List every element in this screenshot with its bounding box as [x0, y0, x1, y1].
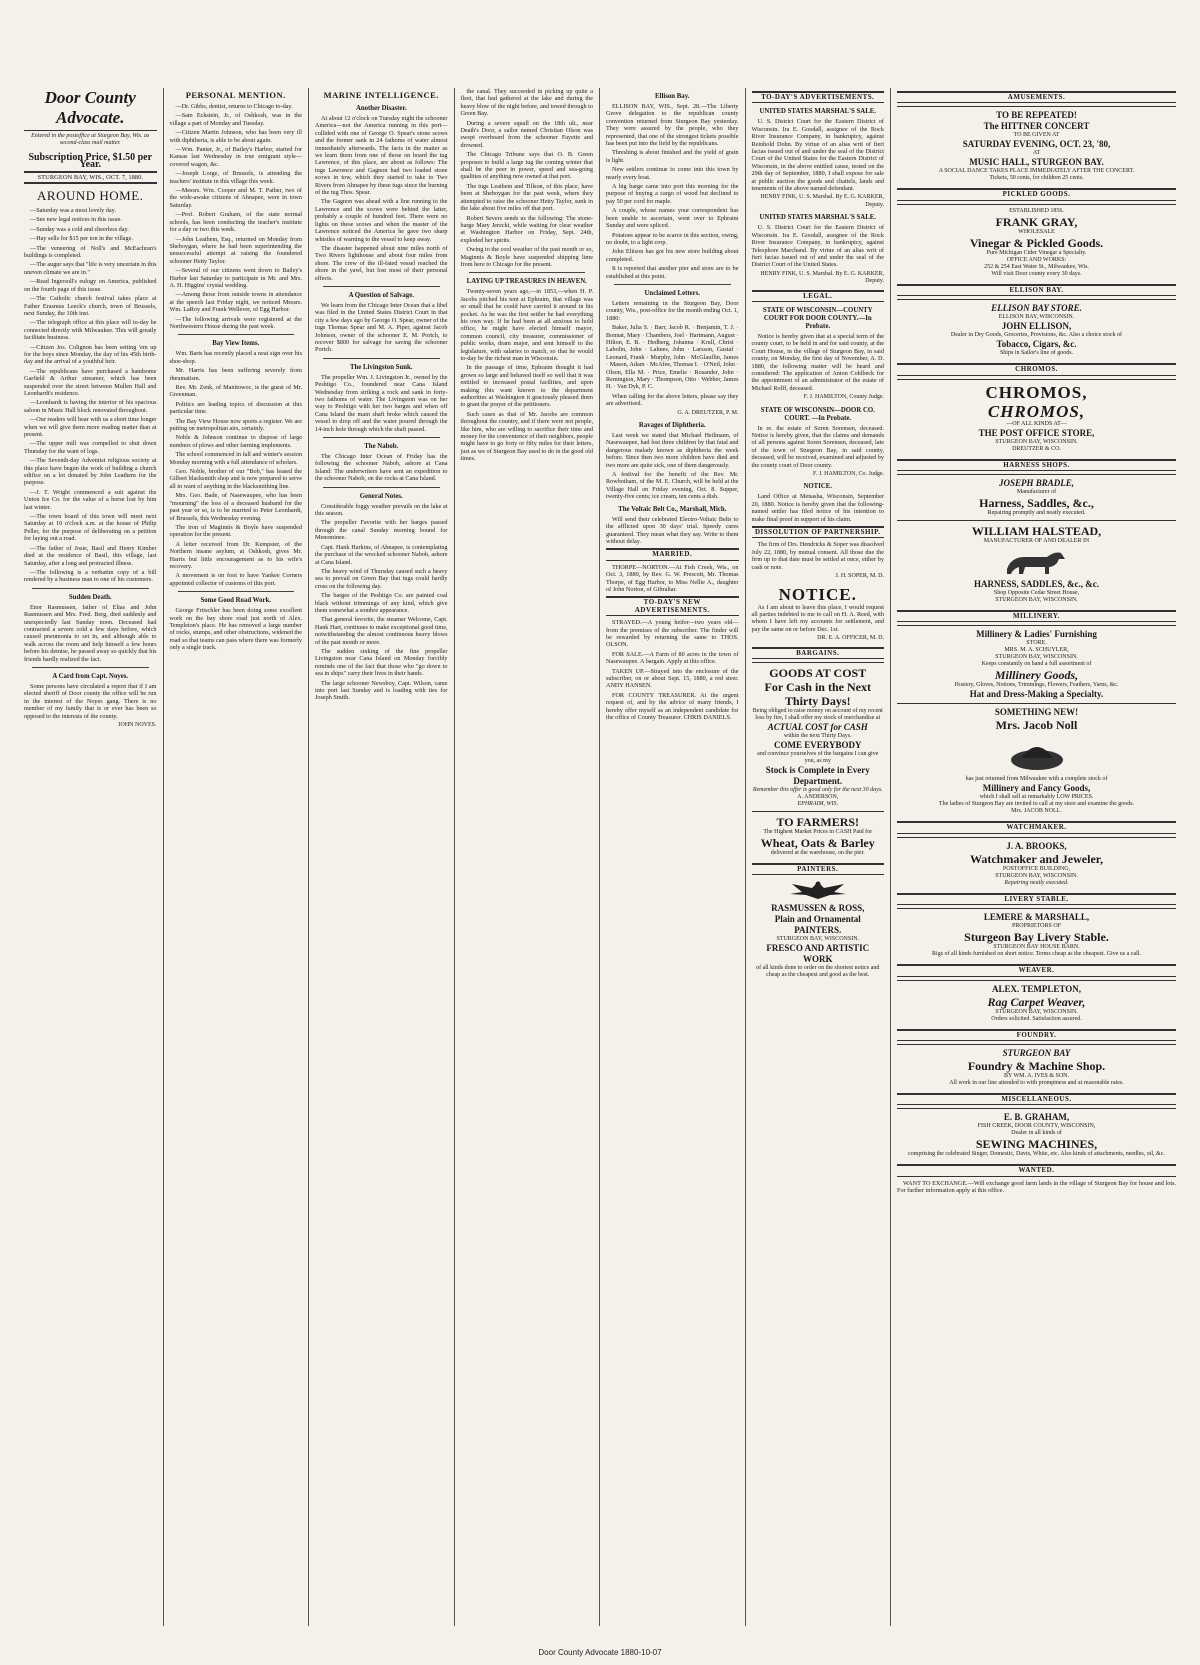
harness-saddles: Harness, Saddles, &c.,	[979, 496, 1094, 511]
ellison-item: Threshing is about finished and the yield of grain is light.	[606, 149, 739, 164]
wholesale: WHOLESALE	[1018, 228, 1055, 235]
heading-ellison-bay: Ellison Bay.	[655, 93, 690, 100]
heading-legal: LEGAL.	[752, 290, 885, 302]
tobacco-cigars: Tobacco, Cigars, &c.	[996, 339, 1077, 350]
foundry-sturgeon-bay: STURGEON BAY	[1002, 1048, 1071, 1059]
heading-general-notes: General Notes.	[359, 492, 403, 500]
personal-item: —Sam Eckstein, Jr., of Oshkosh, was in the village a part of Monday and Tuesday.	[169, 112, 302, 127]
noll-ad	[897, 703, 1176, 818]
millinery-furnishing: Millinery & Ladies' Furnishing	[976, 629, 1097, 640]
bay-view-item: The iron of Maginnis & Boyle have suspended operation for the present.	[169, 523, 302, 539]
mrs-jacob-noll: Mrs. Jacob Noll	[995, 718, 1078, 733]
actual-cost: ACTUAL COST for CASH	[767, 721, 868, 732]
alex-templeton: ALEX. TEMPLETON,	[992, 983, 1081, 994]
painters-place: STURGEON BAY, WISCONSIN.	[776, 936, 860, 943]
graham-ad	[897, 1108, 1176, 1161]
dateline: STURGEON BAY, WIS., OCT. 7, 1880.	[24, 171, 157, 184]
heading-millinery: MILLINERY.	[897, 610, 1176, 622]
bay-view-item: Noble & Johnson continue to dispose of large numbers of plows and other farming implements.	[169, 434, 302, 449]
to-be-given: TO BE GIVEN AT	[1013, 132, 1060, 139]
bradle-ad	[897, 474, 1176, 520]
marine-continued: The tugs Leathem and Tillson, of this place, have been at Sheboygan for the past week, where they attempted to raise the schooner Hetty Taylor, sunk in the lake about five miles off that port.	[460, 182, 593, 213]
card-signature: JOHN NOYES.	[118, 722, 157, 728]
ja-brooks: J. A. BROOKS,	[1006, 840, 1067, 851]
heading-dissolution: DISSOLUTION OF PARTNERSHIP.	[752, 526, 885, 538]
bay-view-item: Rev. Mr. Zenk, of Manitowoc, is the guest of Mr. Greenman.	[169, 384, 302, 399]
goods-at-cost: GOODS AT COST	[769, 665, 867, 680]
column-6	[746, 88, 892, 1626]
post-office-place: STURGEON BAY, WISCONSIN.	[995, 438, 1078, 445]
eagle-icon	[788, 878, 848, 900]
heading-pickled-goods: PICKLED GOODS.	[897, 188, 1176, 200]
news-item: —Citizen Jos. Colignon has been setting 'em up for the boys since Monday, the day of his 45th birth-day and the arrival of a youthful heir.	[24, 343, 157, 366]
ellison-store: ELLISON BAY STORE.	[991, 303, 1082, 314]
brooks-ad	[897, 837, 1176, 890]
ladies-invited: The ladies of Sturgeon Bay are invited to call at my store and examine the goods.	[938, 801, 1135, 808]
frank-gray: FRANK GRAY,	[995, 214, 1078, 229]
sewing-machines: SEWING MACHINES,	[975, 1137, 1098, 1152]
heading-marshal-sale-2: UNITED STATES MARSHAL'S SALE.	[759, 214, 876, 222]
anderson-ad	[752, 662, 885, 811]
bay-view-item: Mrs. Geo. Bade, of Nasewaupee, who has been "mourning" the loss of a deceased husband for the past year or so, is to be married to Peter Leonhardt, of Brussels, this Wednesday evening.	[169, 492, 302, 522]
brooks-place: STURGEON BAY, WISCONSIN.	[995, 872, 1078, 879]
divider	[323, 358, 440, 359]
bay-view-item: A letter received from Dr. Kempster, of the Northern insane asylum, at Oshkosh, gives Mr. Harris but little encouragement as to his wife's recovery.	[169, 540, 302, 570]
dissolution-signature: J. H. SOPER, M. D.	[835, 573, 884, 580]
treasures-paragraph: Twenty-seven years ago,—in 1853,—when H. P. Jacobs pitched his tent at Ephraim, that village was so small that he could have carried it around in his pocket. As he was the first settler he had everything his own way. If he had been at all anxious to hold office, he might have elected himself mayor, common council, city treasurer, commissioner of public works, dram major, and sent himself to the legislature, with salaries to match, so that he would to-day be the richest man in Wisconsin.	[460, 288, 593, 362]
notice-land-text: Land Office at Menasha, Wisconsin, September 20, 1880. Notice is hereby given that the following-named settler has filed notice of his intention to make final proof in support of his claim.	[751, 493, 884, 523]
store-label: STORE.	[1026, 640, 1047, 647]
news-item: —Read Ingersoll's eulogy on America, published on the fourth page of this issue.	[24, 278, 157, 293]
hat-dress: Hat and Dress-Making a Specialty.	[969, 689, 1104, 700]
farmers-ad	[752, 811, 885, 860]
general-note: The propeller Favorite with her barges passed through the canal Sunday morning bound for Menominee.	[315, 519, 448, 542]
heading-miscellaneous: MISCELLANEOUS.	[897, 1093, 1176, 1105]
personal-item: —The following arrivals were registered at the Northwestern House during the past week.	[169, 315, 302, 330]
cedar-street: Shop Opposite Cedar Street House,	[993, 590, 1080, 597]
heading-good-road: Some Good Road Work.	[200, 597, 271, 605]
ellison-store-ad	[897, 299, 1176, 360]
divider	[614, 284, 731, 285]
heading-card-noyes: A Card from Capt. Noyes.	[52, 672, 129, 680]
ellison-item: New settlers continue to come into this town by nearly every boat.	[606, 166, 739, 181]
heading-diphtheria: Ravages of Diphtheria.	[638, 422, 706, 430]
news-item: —J. T. Wright commenced a suit against the Union Ice Co. for the value of a horse lost by him last winter.	[24, 488, 157, 511]
heading-marshal-sale-1: UNITED STATES MARSHAL'S SALE.	[759, 108, 876, 116]
heading-probate-1: STATE OF WISCONSIN—COUNTY COURT FOR DOOR COUNTY.—In Probate.	[762, 306, 873, 330]
william-halstead: WILLIAM HALSTEAD,	[971, 524, 1102, 539]
fish-creek: FISH CREEK, DOOR COUNTY, WISCONSIN,	[977, 1123, 1096, 1130]
horse-icon	[997, 547, 1077, 577]
vinegar-pickled: Vinegar & Pickled Goods.	[969, 235, 1104, 250]
halstead-ad	[897, 520, 1176, 607]
heading-voltaic-belt: The Voltaic Belt Co., Marshall, Mich.	[618, 505, 727, 513]
heading-livingston: The Livingston Sunk.	[349, 363, 413, 371]
heading-watchmaker: WATCHMAKER.	[897, 821, 1176, 833]
divider	[323, 286, 440, 287]
repairing-neatly: Repairing neatly executed.	[1004, 879, 1069, 886]
classified-ad: STRAYED.—A young heifer—two years old—from the premises of the subscriber. The finder will be rewarded by returning the same to THOS. OLSON.	[606, 619, 739, 649]
news-item: —Leonhardt is having the interior of his spacious saloon in Music Hall block renovated throughout.	[24, 399, 157, 414]
personal-item: —Messrs. Wm. Cooper and M. T. Pather, two of the wide-awake citizens of Ahnapee, were in town Saturday.	[169, 187, 302, 209]
column-3	[309, 88, 455, 1626]
column-1	[18, 88, 164, 1626]
classified-ad: FOR COUNTY TREASURER. At the urgent request of, and by the advice of many friends, I hereby offer myself as an independent candidate for the office of County Treasurer. CHRIS DANIELS.	[606, 691, 739, 722]
bay-view-item: Wm. Barts has recently placed a neat sign over his shoe-shop.	[169, 350, 302, 365]
rigs-text: Rigs of all kinds furnished on short notice. Terms cheap as the cheapest. Give us a call.	[932, 951, 1141, 958]
schuyler-name: MRS. M. A. SCHUYLER,	[1004, 647, 1069, 654]
low-prices: which I shall sell at remarkably LOW PRICES.	[979, 794, 1094, 801]
ives-son: BY WM. A. IVES & SON.	[1003, 1073, 1069, 1080]
personal-item: —Several of our citizens went down to Bailey's Harbor last Saturday to participate in Mr. and Mrs. A. H. Higgins' crystal wedding.	[169, 267, 302, 289]
marine-continued: The Chicago Tribune says that O. B. Green proposes to build a large tug the coming winter that shall be the peer in power, speed and sea-going qualities of anything now owned at that port.	[460, 151, 593, 181]
heading-another-disaster: Another Disaster.	[355, 105, 407, 112]
letters-intro: Letters remaining in the Sturgeon Bay, Door county, Wis., post-office for the month ending Oct. 1, 1880:	[606, 299, 739, 322]
marshal-sale-1-signature: HENRY FINK, U. S. Marshal. By E. G. KARKER, Deputy.	[760, 194, 884, 208]
heading-nabob: The Nabob.	[364, 443, 399, 451]
news-item: —The Seventh-day Adventist religious society at this place have begun the work of building a church edifice on a lot donated by John Leathem for the purpose.	[24, 457, 157, 487]
rag-carpet-weaver: Rag Carpet Weaver,	[987, 994, 1086, 1009]
marshal-sale-2-text: U. S. District Court for the Eastern District of Wisconsin. Ira E. Goodall, assignee of the Rock River Insurance Company, in bankruptcy, against Telesphore Marchand. By virtue of an alias writ of fieri facias issued out of and under the seal of the District Court of the United States.	[751, 224, 884, 269]
foundry-machine-shop: Foundry & Machine Shop.	[967, 1059, 1106, 1074]
watchmaker-jeweler: Watchmaker and Jeweler,	[970, 851, 1103, 866]
noll-signature: Mrs. JACOB NOLL.	[1011, 808, 1062, 815]
personal-item: —Among those from outside towns in attendance at the speech last Friday night, we noticed Messrs. Wm. LaRoy and Frank Wellever, of Egg Harbor.	[169, 291, 302, 314]
disaster-paragraph: The disaster happened about nine miles north of Two Rivers lighthouse and about four miles from shore. The crew of the ill-fated vessel reached the shore in the yawl, but lost most of their personal effects.	[315, 244, 448, 282]
to-farmers: TO FARMERS!	[776, 814, 860, 829]
manufacturer-of: Manufacturer of	[1016, 489, 1057, 496]
eb-graham: E. B. GRAHAM,	[1003, 1112, 1070, 1123]
joseph-bradle: JOSEPH BRADLE,	[998, 478, 1074, 489]
bay-view-item: Geo. Noble, brother of our "Bob," has leased the Gilbert blacksmith shop and is now prepared to serve all in want of anything in the blacksmithing line.	[169, 468, 302, 490]
dealer-in: Dealer in all kinds of	[1011, 1130, 1062, 1137]
general-note: The sudden sinking of the fine propeller Livingston near Cana Island on Monday forcibly reminds one of the fact that those who "go down to sea in ships" carry their lives in their hands.	[315, 647, 448, 678]
sudden-death-text: Enor Rasmussen, father of Elias and John Rasmussen and Mrs. Fred. Berg, died suddenly and unexpectedly last Sunday noon. Deceased had contracted a severe cold a few days before, which caused pneumonia to set in, and although able to walk across the room and help himself a few hours before his demise, he passed away so quickly that his friends hardly realized the fact.	[24, 603, 157, 663]
within-thirty-days: within the next Thirty Days.	[783, 732, 852, 739]
disaster-paragraph: At about 12 o'clock on Tuesday night the schooner America—not the America running in this port—collided with one of George O. Spear's stone scows and the former sank in 24 fathoms of water almost immediately afterwards. The facts in the matter as we learn them from one of those on board the tug Lawrence, of this place, are about as follows: The tugs Lawrence and Gagnon had two loaded stone scows in tow, which they started to take to Two Rivers from Ahnapee by these tugs since the burning of the tug Thos. Spear.	[315, 115, 448, 197]
house-barn: STURGEON BAY HOUSE BARN.	[993, 944, 1080, 951]
heading-sudden-death: Sudden Death.	[68, 593, 112, 601]
schuyler-place: STURGEON BAY, WISCONSIN.	[995, 654, 1078, 661]
livingston-text: The propeller Wm. J. Livingston Jr., owned by the Peshtigo Co., foundered near Cana Island Wednesday from striking a rock and sank in forty-two fathoms of water. The Livingston was on her way to Peshtigo with her two barges and when off Cana Island the main shaft broke which caused the vessel to drop off and the water poured through the 14-inch hole through which the shaft passed.	[315, 373, 448, 433]
bay-view-item: A movement is on foot to have Yankee Corners appointed collector of customs of this port.	[169, 572, 302, 587]
foundry-sub: All work in our line attended to with promptness and at reasonable rates.	[949, 1080, 1124, 1087]
probate-1-signature: F. J. HAMILTON, County Judge.	[803, 394, 884, 401]
column-2	[164, 88, 310, 1626]
wanted-text: WANT TO EXCHANGE.—Will exchange good farm lands in the village of Sturgeon Bay for house and lots. For further information apply at this office.	[897, 1179, 1176, 1195]
around-home-items	[24, 207, 157, 584]
marine-continued: Owing to the cool weather of the past month or so, Maginnis & Boyle have suspended shipping lime from here to Chicago for the present.	[460, 246, 593, 268]
bay-view-item: The Bay View House now sports a register. We are putting on metropolitan airs, certainly.	[169, 417, 302, 433]
treasures-paragraph: Such cases as that of Mr. Jacobs are common throughout the country, and if there were not people, like him, who are willing to sacrifice their time and money for the convenience of their neighbors, people might have to go forty or fifty miles for their letters, just as we of Sturgeon Bay used to do in the good old times.	[460, 410, 593, 463]
gray-ad	[897, 204, 1176, 281]
heading-salvage: A Question of Salvage.	[348, 291, 414, 299]
ellison-item: ELLISON BAY, WIS., Sept. 28.—The Liberty Grove delegation to the republican county convention returned from Sturgeon Bay yesterday. They were assured by the people, who they represented, that one of the strongest tickets possible has been put into the field by the republicans.	[606, 103, 739, 148]
anderson-name: A. ANDERSON,	[797, 793, 839, 800]
ellison-item: John Eliison has got his new store building about completed.	[606, 248, 739, 263]
probate-1-text: Notice is hereby given that at a special term of the county court, to be held in and for said county, at the Court House, in the village of Sturgeon Bay, in said county, on Monday, the first day of November, A. D. 1880, the following matter will be heard and considered: The application of Anton Cohlbeck for the appointment of an administrator of the estate of Michael Rolff, deceased.	[751, 332, 884, 392]
salvage-text: We learn from the Chicago Inter Ocean that a libel was filed in the United States District Court in that city a few days ago by George O. Spear, owner of the tugs Thomas Spear and M. A. Piper, against Jacob Johnson, owner of the schooner E. M. Portch, to recover $800 for salvage for saving the schooner Portch.	[315, 301, 448, 354]
lemere-ad	[897, 908, 1176, 961]
news-item: —Sunday was a cold and cheerless day.	[30, 225, 129, 233]
ellison-item: A couple, whose names your correspondent has been unable to ascertain, went over to Ephraim Sunday and were spliced.	[606, 207, 739, 230]
news-item: —The following is a verbatim copy of a bill rendered by a business man to one of his customers.	[24, 568, 157, 584]
general-note: Capt. Hank Harkins, of Ahnapee, is contemplating the purchase of the wrecked schooner Nabob, ashore at Cana Island.	[315, 543, 448, 566]
anderson-place: EPHRAIM, WIS.	[797, 800, 838, 807]
news-item: —The telegraph office at this place will to-day be connected directly with Milwaukee. This will greatly facilitate business.	[24, 319, 157, 342]
newspaper-page	[18, 88, 1182, 1626]
tickets: Tickets, 50 cents, for children 25 cents.	[989, 175, 1084, 182]
chromos-ad	[897, 379, 1176, 456]
marshal-sale-1-text: U. S. District Court for the Eastern District of Wisconsin. Ira E. Goodall, assignee of the Rock River Insurance Company, in bankruptcy, against Reinhold Dohn. By virtue of an alias writ of fieri facias issued out of and under the seal of the District Court of the United States for the Eastern District of Wisconsin, in the above entitled cause, tested on the 29th day of September, 1880, I shall expose for sale at public auction the goods and chattels, lands and tenements of the above named defendant.	[751, 118, 884, 193]
office-works: OFFICE AND WORKS:	[1006, 256, 1067, 263]
music-hall: MUSIC HALL, STURGEON BAY.	[969, 157, 1104, 168]
lemere-marshall: LEMERE & MARSHALL,	[983, 912, 1090, 923]
heading-chromos: CHROMOS.	[897, 363, 1176, 375]
divider	[32, 588, 149, 589]
ellison-item: A big barge came into port this morning for the purpose of buying a cargo of wood but declined to pay 50 per cord for maple.	[606, 183, 739, 205]
wheat-oats-barley: Wheat, Oats & Barley	[760, 835, 875, 850]
general-note: The large schooner Newsboy, Capt. Wilson, came into port last Sunday and is loading with ties for Joseph Smith.	[315, 679, 448, 702]
sailor-goods: Ships in Sailor's line of goods.	[999, 350, 1074, 357]
marine-continued: During a severe squall on the 18th ult., near Death's Door, a sailor named Christian Olson was swept overboard from the schooner Fayette and drowned.	[460, 119, 593, 149]
gray-address: 252 & 254 East Water St., Milwaukee, Wis.	[984, 263, 1089, 270]
news-item: —The augur says that "life is very uncertain in this uneven climate we are in."	[24, 261, 157, 276]
letters-close: When calling for the above letters, please say they are advertised.	[606, 392, 739, 408]
married-text: THORPE—NORTON.—At Fish Creek, Wis., on Oct. 3, 1880, by Rev. G. W. Prescott, Mr. Thomas Thorpe, of Egg Harbor, to Miss Nellie A., daughter of John Norton, of Gibraltar.	[606, 563, 739, 593]
livery-stable: Sturgeon Bay Livery Stable.	[964, 930, 1109, 945]
entered-notice: Entered in the postoffice at Sturgeon Bay, Wis. as second-class mail matter.	[31, 133, 150, 147]
divider	[178, 334, 295, 335]
stock-complete: Stock is Complete in Every Department.	[765, 764, 870, 786]
fresco-work: FRESCO AND ARTISTIC WORK	[766, 943, 870, 965]
sewing-sub: comprising the celebrated Singer, Domestic, Davis, White, etc. Also kinds of attachments, needles, oil, &c.	[908, 1151, 1165, 1158]
cedar-place: STURGEON BAY, WISCONSIN.	[995, 597, 1078, 604]
hittner-concert: The HITTNER CONCERT	[983, 121, 1090, 132]
harness-saddles-2: HARNESS, SADDLES, &c., &c.	[973, 579, 1099, 590]
heading-bargains: BARGAINS.	[752, 647, 885, 659]
being-obliged: Being obliged to raise money on account of my recent loss by fire, I shall offer my stock of merchandise at	[752, 707, 883, 721]
treasures-paragraph: In the passage of time, Ephraim thought it had grown so large and behaved itself so well that it was entitled to increased postal facilities, and upon making this want known to the department authorities at Washington it graciously pleased them to grant the prayer of the petitioners.	[460, 364, 593, 409]
keeps-assortment: Keeps constantly on hand a full assortment of	[981, 661, 1092, 668]
probate-2-text: In re. the estate of Soren Sorensen, deceased. Notice is hereby given, that the claims and demands of all persons against Soren Sorensen, deceased, late of the town of Sturgeon Bay, in said county, deceased, will be received, examined and adjusted by the county court of Door county.	[751, 424, 884, 469]
general-note: That general favorite, the steamer Welcome, Capt. Hank Hart, continues to make exceptional good time, notwithstanding the almost continuous heavy blows of the past month or more.	[315, 616, 448, 646]
millinery-goods: Millinery Goods,	[994, 668, 1079, 683]
cider-vinegar: Pure Michigan Cider Vinegar a Specialty.	[986, 249, 1087, 256]
general-note: The heavy wind of Thursday caused such a heavy sea to prevail on Green Bay that tugs could hardly cross on the following day.	[315, 567, 448, 590]
remember-text: Remember this offer is good only for the next 30 days.	[752, 786, 883, 793]
news-item: —See new legal notices in this issue.	[30, 216, 122, 224]
marshal-sale-2-signature: HENRY FINK, U. S. Marshal. By E. G. KARKER, Deputy.	[760, 270, 884, 285]
heading-painters: PAINTERS.	[752, 863, 885, 875]
bay-view-item: Mr. Harris has been suffering severely from rheumatism.	[169, 367, 302, 382]
returned-milwaukee: has just returned from Milwaukee with a complete stock of	[965, 776, 1108, 783]
post-office-store: THE POST OFFICE STORE,	[978, 427, 1095, 438]
dissolution-text: The firm of Drs. Hendricks & Soper was dissolved July 22, 1880, by mutual consent. All those due the firm up to that date must be settled at once, either by cash or note.	[751, 541, 884, 571]
fancy-goods: Millinery and Fancy Goods,	[982, 783, 1091, 794]
nabob-text: The Chicago Inter Ocean of Friday has the following the schooner Nabob, ashore at Cana Island: The underwriters have sent an expedition to the schooner Nabob, on the rocks at Cana Island.	[315, 453, 448, 483]
schuyler-ad	[897, 625, 1176, 703]
halstead-sub: MANUFACTURER OF AND DEALER IN	[983, 538, 1090, 545]
section-around-home: AROUND HOME.	[37, 188, 144, 204]
column-5	[600, 88, 746, 1626]
for-cash: For Cash in the Next Thirty Days!	[764, 679, 871, 708]
diphtheria-text: Last week we stated that Michael Heilmann, of Nasewaupee, had lost three children by that fatal and dangerous malady known as diphtheria the week before. Since then two more children have died and two more are quite sick, one of them dangerously.	[606, 432, 739, 469]
probate-2-signature: F. J. HAMILTON, Co. Judge.	[812, 471, 884, 478]
chromos-2: CHROMOS,	[987, 401, 1086, 421]
heading-notice-land: NOTICE.	[803, 483, 832, 491]
heading-notice-officer: NOTICE.	[778, 584, 857, 604]
personal-item: —Wm. Panter, Jr., of Bailey's Harbor, started for Kansas last Wednesday in true emigrant style—covered wagon, &c.	[169, 146, 302, 168]
column-7	[891, 88, 1182, 1626]
visit-door-county: Will visit Door county every 30 days.	[991, 270, 1082, 277]
john-ellison: JOHN ELLISON,	[1001, 321, 1072, 332]
to-be-repeated: TO BE REPEATED!	[996, 110, 1077, 121]
divider	[469, 272, 586, 273]
ellison-item: It is reported that another pier and store are to be established at this point.	[606, 265, 739, 280]
heading-todays-ads: TO-DAY'S ADVERTISEMENTS.	[752, 91, 885, 103]
heading-wanted: WANTED.	[897, 1164, 1176, 1176]
plain-ornamental: Plain and Ornamental PAINTERS.	[774, 914, 861, 936]
ives-ad	[897, 1044, 1176, 1090]
highest-prices: The Highest Market Prices in CASH Paid for	[763, 828, 873, 835]
marine-continued: Robert Severs sends us the following: The stone-barge Mary Jerecki, while waiting for clear weather at Washington Harbor on Friday, Sept. 24th, exploded her spirits.	[460, 214, 593, 244]
concert-at: AT	[1032, 150, 1041, 157]
bay-view-item: Politics are leading topics of discussion at this particular time.	[169, 400, 302, 416]
repairing: Repairing promptly and neatly executed.	[987, 510, 1086, 517]
heading-bay-view: Bay View Items.	[212, 340, 260, 348]
chromos-1: CHROMOS,	[985, 382, 1088, 402]
bonnet-icon	[1007, 734, 1067, 774]
divider	[323, 487, 440, 488]
classified-ad: TAKEN UP.—Strayed into the enclosure of the subscriber, on or about Sept. 15, 1880, a red steer. ANDY HANSEN.	[606, 667, 739, 690]
news-item: —The father of Josie, Basil and Henry Kimber died at the residence of Basil, this village, last Saturday, after a long and protracted illness.	[24, 544, 157, 567]
heading-unclaimed-letters: Unclaimed Letters.	[644, 289, 700, 297]
proprietors-of: PROPRIETORS OF	[1011, 923, 1062, 930]
letters-names: Baker, Julia S. · Barr, Jacob R. · Benjamin, T. J. · Bonnat, Mary · Chambers, Joel · Hartmann, August · Hilton, E. B. · Hedberg, Johanna · Krull, Christ · Labolin, John · Lahnes, John · Larsson, Gustaf · Leonard, Frank · Murphy, John · McGlauflin, James · Mason, Adam · McAfee, Thomas I. · O'Neil, John · Olson, Ella M. · Price, Emelie · Rosander, John · Remington, Mary · Thompson, Otto · Webber, James H. · Van Dyk, P. C.	[606, 324, 739, 391]
personal-item: —Joseph Lorge, of Brussels, is attending the teachers' institute in this village this week.	[169, 170, 302, 185]
personal-item: —Citizen Martin Johnson, who has been very ill with diphtheria, is able to be about again.	[169, 129, 302, 144]
personal-item: —Prof. Robert Graham, of the state normal schools, has been conducting the teacher's institute for a day or two this week.	[169, 211, 302, 234]
benefit-text: A festival for the benefit of the Rev. Mr. Rowbotham, of the M. E. Church, will be held at the Village Hall on Friday evening, Oct. 8. Supper, twenty-five cents; ice cream, ten cents a dish.	[606, 471, 739, 501]
rasmussen-ross: RASMUSSEN & ROSS,	[771, 903, 865, 914]
heading-weaver: WEAVER.	[897, 964, 1176, 976]
subscription-price: Subscription Price, $1.50 per Year.	[28, 151, 153, 171]
news-item: —The upper mill was compelled to shut down Thursday for the want of logs.	[24, 440, 157, 455]
section-personal-mention: PERSONAL MENTION.	[185, 90, 286, 100]
delivered-pier: delivered at the warehouse, on the pier.	[770, 849, 865, 856]
classified-ad: FOR SALE.—A Farm of 80 acres in the town of Nasewaupee. A bargain. Apply at this office.	[606, 650, 739, 666]
hosiery: Hosiery, Gloves, Notions, Trimmings, Flowers, Feathers, Yarns, &c.	[954, 682, 1119, 689]
heading-treasures: LAYING UP TREASURES IN HEAVEN.	[466, 278, 587, 286]
notice-officer-text: As I am about to leave this place, I would request all parties indebted to me to call on H. A. Reed, with whom I have left my accounts for settlement, and pay the same on or before Dec. 1st.	[751, 603, 884, 633]
page-footer: Door County Advocate 1880-10-07	[538, 1648, 662, 1657]
column-4	[455, 88, 601, 1626]
fresco-sub: of all kinds done to order on the shortest notice and cheap as the cheapest and good as the best.	[756, 965, 880, 979]
heading-harness-shops: HARNESS SHOPS.	[897, 459, 1176, 471]
ellison-dealer: Dealer in Dry Goods, Groceries, Provisions, &c. Also a choice stock of	[950, 332, 1123, 339]
carpet-place: STURGEON BAY, WISCONSIN.	[995, 1008, 1078, 1015]
good-road-text: George Fritschler has been doing some excellent work on the bay shore road just north of Alex. Templeton's place. He has removed a large number of rocks, stumps, and other obstructions, widened the road so that teams can pass where there was formerly only a single track.	[169, 607, 302, 652]
news-item: —Saturday was a most lovely day.	[30, 207, 116, 215]
section-marine-intelligence: MARINE INTELLIGENCE.	[323, 90, 439, 100]
personal-item: —John Leathem, Esq., returned on Monday from Sheboygan, where he had been superintending the unsuccessful attempt at raising the foundered schooner Hetty Taylor.	[169, 235, 302, 265]
marine-continued: the canal. They succeeded in picking up quite a fleet, that had gathered at the lake and during the heavy blow of the night before, and towed through to Green Bay.	[460, 88, 593, 118]
news-item: —Hay sells for $15 per ton in the village.	[30, 235, 133, 243]
concert-ad	[897, 106, 1176, 185]
ellison-item: Potatoes appear to be scarce in this section, owing, no doubt, to a light crop.	[606, 231, 739, 246]
voltaic-belt-text: Will send their celebrated Electro-Voltaic Belts to the afflicted upon 30 days' trial. Speedy cures guaranteed. They mean what they say. Write to them without delay.	[606, 515, 739, 545]
orders-solicited: Orders solicited. Satisfaction assured.	[991, 1015, 1082, 1022]
established: ESTABLISHED 1856.	[1009, 207, 1064, 214]
heading-foundry: FOUNDRY.	[897, 1029, 1176, 1041]
something-new: SOMETHING NEW!	[994, 707, 1079, 718]
masthead: Door County Advocate.	[24, 88, 157, 131]
dreutzer: DREUTZER & CO.	[1012, 445, 1061, 452]
news-item: —Our readers will bear with us a short time longer when we will give them more reading matter than at present.	[24, 416, 157, 438]
heading-ellison-bay-ad: ELLISON BAY.	[897, 284, 1176, 296]
news-item: —The veneering of Noll's and McEachran's buildings is completed.	[24, 244, 157, 260]
disaster-paragraph: The Gagnon was ahead with a line running to the Lawrence and the scows were behind the latter, probably a couple of hundred feet. There were no lights on these scows and when the master of the Lawrence noticed the America he gave two sharp whistles of warning to the vessel to keep away.	[315, 198, 448, 243]
heading-probate-2: STATE OF WISCONSIN—DOOR CO. COURT. —In Probate.	[760, 406, 875, 422]
templeton-ad	[897, 980, 1176, 1026]
heading-amusements: AMUSEMENTS.	[897, 91, 1176, 103]
general-note: The barges of the Peshtigo Co. are painted coal black without trimmings of any kind, which give them somewhat a sombre appearance.	[315, 592, 448, 614]
convince-text: and convince yourselves of the bargains I can give you, as my	[757, 750, 879, 764]
heading-married: MARRIED.	[606, 548, 739, 560]
card-noyes-text: Some persons have circulated a report that if I am elected sheriff of Door county the office will be run in the interest of the Noyes gang. There is no member of my family that is or ever has been so opposed to the interests of the county.	[24, 682, 157, 720]
social-dance: A SOCIAL DANCE TAKES PLACE IMMEDIATELY AFTER THE CONCERT.	[938, 168, 1135, 175]
postoffice-building: POSTOFFICE BUILDING,	[1002, 865, 1071, 872]
news-item: —The Catholic church festival takes place at Father Erasmus Leeck's church, town of Brussels, next Sunday, the 10th inst.	[24, 295, 157, 317]
news-item: —The republicans have purchased a handsome Garfield & Arthur streamer, which has been suspended over the street between Mullen Hall and Leonhardt's residence.	[24, 367, 157, 397]
personal-item: —Dr. Gibbs, dentist, returns to Chicago to-day.	[175, 103, 293, 110]
divider	[178, 591, 295, 592]
notice-officer-signature: DR. E. A. OFFICER, M. D.	[817, 635, 884, 642]
come-everybody: COME EVERYBODY	[774, 739, 862, 750]
news-item: —The town board of this town will meet next Saturday at 10 o'clock a.m. at the house of Philip Peller, for the purpose of deliberating on a petition for laying out a road.	[24, 513, 157, 543]
heading-new-advertisements: TO-DAY'S NEW ADVERTISEMENTS.	[606, 596, 739, 616]
divider	[32, 667, 149, 668]
ellison-place: ELLISON BAY, WISCONSIN.	[998, 314, 1075, 321]
general-note: Considerable foggy weather prevails on the lake at this season.	[315, 502, 448, 518]
all-kinds: —OF ALL KINDS AT—	[1006, 420, 1067, 427]
heading-livery: LIVERY STABLE.	[897, 893, 1176, 905]
bay-view-item: The school commenced in fall and winter's session Monday morning with a full attendance of scholars.	[169, 451, 302, 466]
concert-date: SATURDAY EVENING, OCT. 23, '80,	[962, 139, 1111, 150]
letters-signature: G. A. DREUTZER, P. M.	[677, 409, 739, 416]
divider	[323, 437, 440, 438]
